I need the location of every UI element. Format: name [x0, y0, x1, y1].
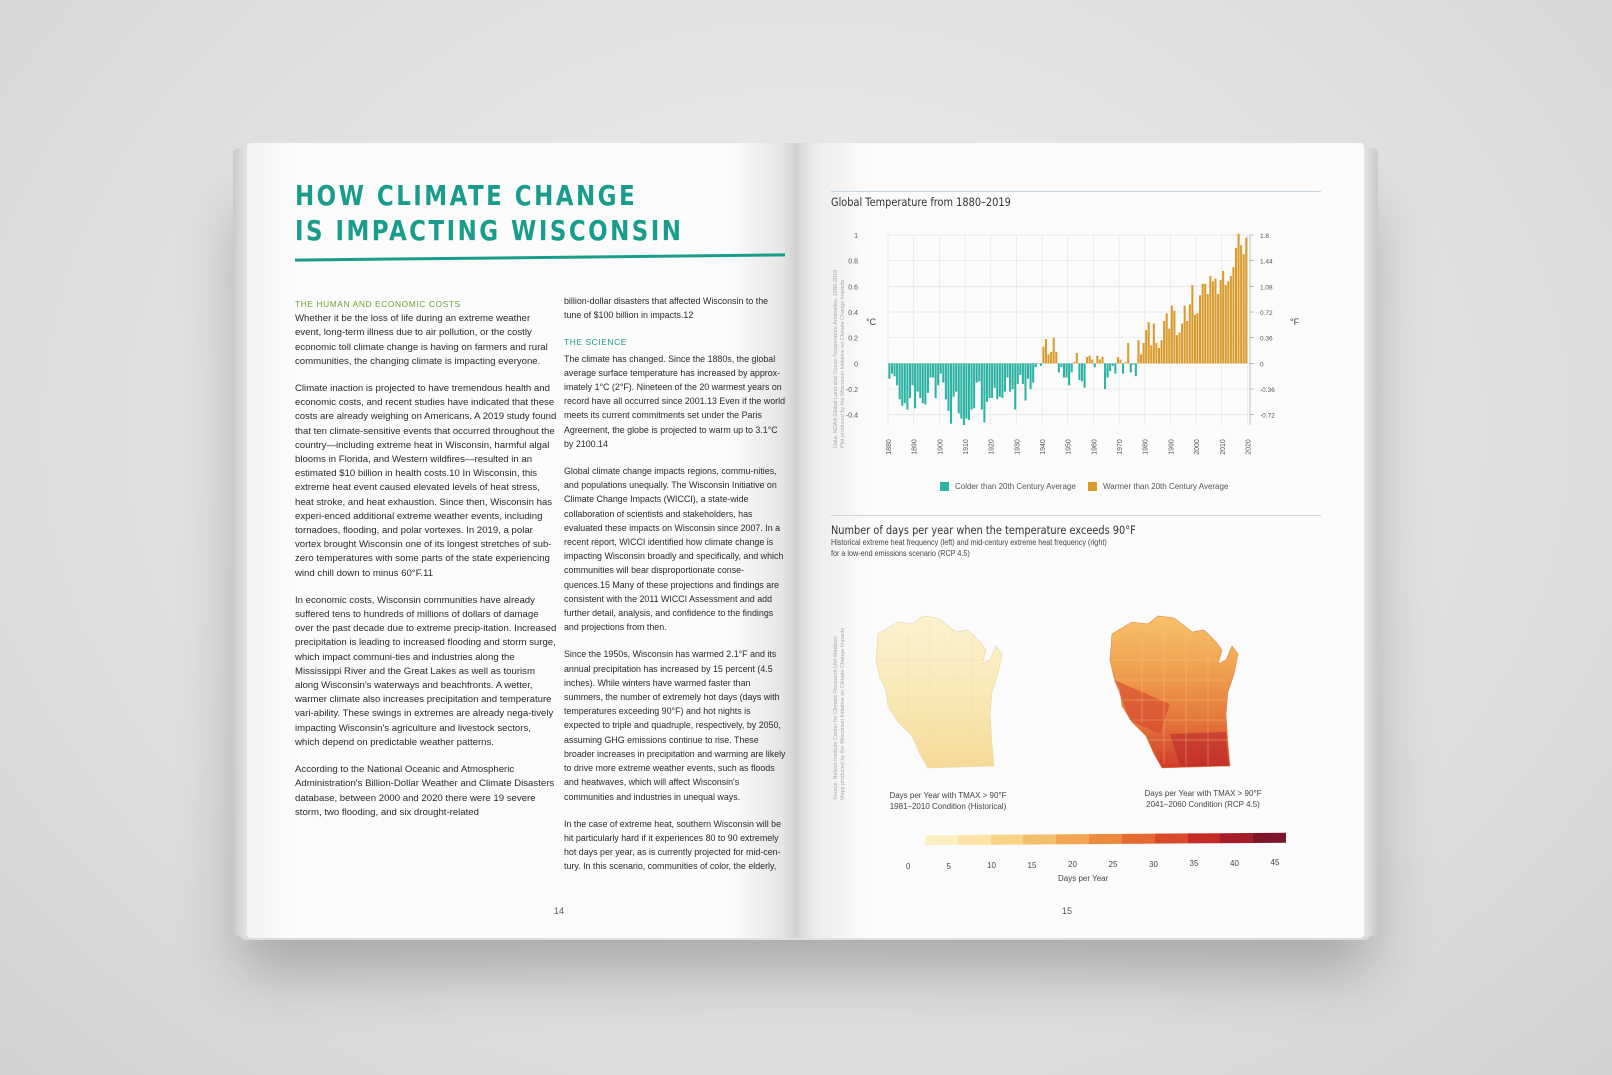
temperature-bar — [1163, 321, 1165, 363]
temperature-bar — [1135, 363, 1137, 376]
temperature-bar — [1173, 311, 1175, 364]
temperature-bar — [999, 363, 1001, 396]
temperature-bar — [1058, 363, 1060, 372]
color-scale-segment — [1122, 834, 1155, 844]
temperature-bar — [1035, 363, 1037, 367]
temperature-bar — [1094, 363, 1096, 367]
color-scale-segment — [925, 835, 958, 845]
temperature-bar — [935, 363, 937, 398]
temperature-bar — [1153, 324, 1155, 364]
temperature-bar — [945, 363, 947, 399]
temperature-bar — [1158, 348, 1160, 363]
color-scale-axis-label: Days per Year — [1058, 874, 1109, 883]
y-tick-label-left: 0 — [854, 361, 858, 369]
map-left-caption — [868, 790, 1028, 812]
temperature-bar — [1104, 363, 1106, 389]
temperature-bar — [1001, 363, 1003, 398]
temperature-bar — [894, 363, 896, 376]
y-tick-label-left: 0.8 — [848, 258, 858, 266]
temperature-bar — [1045, 339, 1047, 363]
temperature-bar — [1245, 238, 1247, 364]
legend-swatch-warm — [1088, 482, 1097, 491]
title-line-1: HOW CLIMATE CHANGE — [295, 179, 638, 212]
temperature-bar — [1132, 363, 1134, 364]
legend-warm-label: Warmer than 20th Century Average — [1103, 482, 1229, 491]
paragraph: The climate has changed. Since the 1880s, the global average surface temperature has increased by approx-imately 1°C (2°F). Nineteen of the 20 warmest years on record have all occurred since 2001.13 Even if the world meets its current commitments set under the Paris Agreement, the globe is projected to warm up to 3.1°C by 2100.14 — [564, 353, 786, 449]
temperature-bar — [1155, 343, 1157, 364]
temperature-bar — [1125, 362, 1127, 363]
temperature-bar — [1243, 254, 1245, 363]
temperature-bar — [1191, 285, 1193, 363]
paragraph: Since the 1950s, Wisconsin has warmed 2.1°F and its annual precipitation has increased by 15 percent (4.5 inches). While winters have warmed faster than summers, the number of extremely hot days (days with temperatures exceeding 90°F) and hot nights is expected to triple and quadruple, respectively, by 2050, assuming GHG emissions continue to rise. These broader increases in precipitation and warming are likely to drive more extreme weather events, such as floods and heatwaves, which will affect Wisconsin's communities and industries in unequal ways. — [564, 649, 786, 802]
map-top-rule — [831, 515, 1321, 516]
temperature-bar — [896, 363, 898, 385]
temperature-bar — [1199, 295, 1201, 363]
temperature-bar — [1122, 363, 1124, 373]
temperature-bar — [1238, 234, 1240, 364]
x-tick-label: 1990 — [1168, 439, 1176, 455]
paragraph: In economic costs, Wisconsin communities have already suffered tens to hundreds of millions of dollars of damage over the past decade due to extreme precip-itation. Increased precipitation is leading to increased flooding and storm surge, which impact communi-ties and industries along the Mississippi River and the Great Lakes as well as tourism along Wisconsin's waterways and beachfronts. A wetter, warmer climate also increases precipitation and temperature vari-ability. These swings in extremes are already nega-tively impacting Wisconsin's agriculture and livestock sectors, which depend on predictable weather patterns. — [295, 594, 557, 748]
temperature-bar — [996, 363, 998, 399]
color-scale-label: 0 — [906, 862, 911, 871]
legend-swatch-cold — [940, 482, 949, 491]
chart-title: Global Temperature from 1880–2019 — [831, 195, 1011, 209]
temperature-bar — [1225, 285, 1227, 363]
temperature-bar — [1204, 284, 1206, 364]
map-subtitle-1: Historical extreme heat frequency (left) and mid-century extreme heat frequency (right) — [831, 538, 1107, 547]
temperature-bar — [965, 363, 967, 418]
paragraph: In the case of extreme heat, southern Wisconsin will be hit particularly hard if it experiences 80 to 90 extremely hot days per year, as is currently projected for mid-cen-tury. In this scenario, communities of color, the elderly, — [564, 818, 782, 872]
color-scale-segment — [1056, 834, 1089, 844]
y-tick-label-right: -0.36 — [1260, 387, 1275, 395]
temperature-bar — [1184, 306, 1186, 364]
temperature-bar — [1112, 363, 1114, 366]
y-tick-label-left: -0.4 — [845, 412, 858, 420]
temperature-bar — [1004, 363, 1006, 391]
map-subtitle-2: for a low-end emissions scenario (RCP 4.5) — [831, 549, 970, 558]
temperature-bar — [1232, 267, 1234, 363]
y-tick-label-left: 0.4 — [848, 310, 858, 318]
temperature-bar — [1107, 363, 1109, 377]
temperature-bar — [1166, 313, 1168, 363]
color-scale-segment — [1187, 833, 1220, 843]
temperature-bar — [1181, 324, 1183, 364]
temperature-bar — [994, 363, 996, 387]
y-tick-label-left: 0.2 — [848, 335, 858, 343]
temperature-bar — [1145, 330, 1147, 363]
legend-cold — [940, 482, 1076, 491]
x-tick-label: 1950 — [1065, 439, 1073, 455]
legend-warm — [1088, 482, 1228, 491]
color-scale-label: 20 — [1068, 860, 1077, 870]
temperature-bar — [1235, 248, 1237, 364]
temperature-bar — [1017, 363, 1019, 384]
map-right-caption-line2: 2041–2060 Condition (RCP 4.5) — [1146, 800, 1260, 809]
temperature-bar — [1037, 363, 1039, 364]
temperature-bar — [914, 363, 916, 408]
temperature-bar — [1055, 352, 1057, 364]
paragraph: Whether it be the loss of life during an extreme weather event, long-term illness due to air pollution, or the costly economic toll climate change is having on farmers and rural communities, the changing climate is impacting everyone. — [295, 313, 548, 367]
map-source-note: Source: Nelson Institute Center for Climatic Research UW-Madison Maps produced by the Wisconsin Initiative on Climate Change Impacts — [833, 627, 846, 800]
temperature-bar — [1040, 363, 1042, 366]
temperature-bar — [1189, 304, 1191, 363]
temperature-bar — [991, 363, 993, 398]
temperature-bar — [891, 363, 893, 373]
y-axis-label-left: °C — [866, 316, 877, 327]
temperature-bar — [899, 363, 901, 399]
map-historical — [868, 594, 1018, 784]
temperature-bar — [1078, 363, 1080, 380]
temperature-bar — [1220, 280, 1222, 363]
paragraph: billion-dollar disasters that affected Wisconsin to the tune of $100 billion in impacts.12 — [564, 296, 769, 321]
temperature-bar — [1130, 363, 1132, 372]
color-scale-segment — [1023, 834, 1056, 844]
x-tick-label: 1930 — [1014, 439, 1022, 455]
temperature-bar — [932, 363, 934, 377]
temperature-bar — [1053, 338, 1055, 364]
temperature-bar — [1027, 363, 1029, 378]
temperature-bar — [1217, 294, 1219, 363]
x-tick-label: 1980 — [1142, 439, 1150, 455]
temperature-bar — [1019, 363, 1021, 375]
color-scale-label: 10 — [987, 861, 996, 871]
temperature-bar — [989, 363, 991, 398]
temperature-bar — [947, 363, 949, 411]
y-tick-label-right: 0 — [1260, 361, 1264, 369]
temperature-bar — [911, 363, 913, 385]
map-right-caption — [1118, 788, 1288, 810]
x-tick-label: 2000 — [1194, 439, 1202, 455]
temperature-bar — [1194, 315, 1196, 364]
temperature-bar — [1196, 313, 1198, 363]
temperature-bar — [1148, 322, 1150, 363]
x-tick-label: 1910 — [963, 439, 971, 455]
temperature-bar — [976, 363, 978, 382]
column-1 — [295, 297, 557, 833]
section-heading-costs: THE HUMAN AND ECONOMIC COSTS — [295, 299, 461, 309]
temperature-bar — [1119, 360, 1121, 364]
y-tick-label-right: 1.08 — [1260, 284, 1273, 292]
color-scale-label: 40 — [1230, 858, 1239, 868]
temperature-bar — [1073, 362, 1075, 363]
y-tick-label-right: 0.72 — [1260, 310, 1273, 318]
map-left-caption-line1: Days per Year with TMAX > 90°F — [889, 791, 1007, 800]
x-tick-label: 1880 — [886, 439, 893, 455]
temperature-bar — [1140, 354, 1142, 363]
temperature-bar — [981, 363, 983, 409]
color-scale-label: 35 — [1189, 859, 1199, 869]
map-left-caption-line2: 1981–2010 Condition (Historical) — [889, 802, 1007, 811]
x-tick-label: 1890 — [911, 439, 919, 455]
temperature-bar — [919, 363, 921, 398]
page-number-left: 14 — [554, 906, 565, 916]
temperature-bar — [1012, 363, 1014, 389]
temperature-bar — [1014, 363, 1016, 409]
temperature-bar — [968, 363, 970, 419]
temperature-bar — [888, 363, 890, 378]
paragraph: Global climate change impacts regions, commu-nities, and populations unequally. The Wisconsin Initiative on Climate Change Impacts (WICCI), a state-wide collaboration of scientists and stakeholders, has evaluated these impacts on Wisconsin since 2007. In a recent report, WICCI identified how climate change is impacting Wisconsin broadly and specifically, and which communities will bear disproportionate conse-quences.15 Many of these projections and findings are consistent with the 2011 WICCI Assessment and add further detail, analysis, and confidence to the findings and projections from then. — [564, 466, 784, 633]
temperature-bar — [958, 363, 960, 413]
chart-source-note: Data: NOAA Global Land and Ocean Temperature Anomalies, 1880-2019 Plot produced by the Wisconsin Initiative on Climate Change Impacts — [833, 269, 846, 448]
chart-top-rule — [831, 191, 1321, 192]
temperature-bar — [1127, 343, 1129, 364]
y-tick-label-right: -0.72 — [1260, 412, 1275, 420]
color-scale-label: 5 — [946, 861, 951, 871]
temperature-bar — [1068, 363, 1070, 385]
temperature-bar — [1091, 360, 1093, 364]
map-midcentury — [1100, 594, 1260, 784]
paragraph: Climate inaction is projected to have tremendous health and economic costs, and recent studies have indicated that these costs are already weighing on Americans. A 2019 study found that ten climate-sensitive events that occurred throughout the country—including extreme heat in Wisconsin, harmful algal blooms in Florida, and Western wildfires—resulted in an estimated $10 billion in health costs.10 In Wisconsin, this extreme heat event caused elevated levels of heat stress, heat stroke, and heat exhaustion. Since then, Wisconsin has experi-enced additional extreme weather events, including tornadoes, flooding, and polar vortexes. In 2019, a polar vortex brought Wisconsin one of its longest stretches of sub-zero temperatures with some parts of the state experiencing wind chill down to minus 60°F.11 — [295, 383, 557, 579]
color-scale-label: 30 — [1149, 859, 1158, 869]
temperature-bar — [906, 363, 908, 409]
column-2 — [564, 294, 786, 887]
temperature-bar — [960, 363, 962, 418]
map-title: Number of days per year when the temperature exceeds 90°F — [831, 523, 1136, 537]
temperature-bar — [1222, 271, 1224, 363]
y-tick-label-right: 1.44 — [1260, 258, 1273, 266]
temperature-bar — [955, 363, 957, 391]
temperature-bar — [1096, 356, 1098, 364]
temperature-bar-chart — [830, 220, 1300, 490]
y-tick-label-left: -0.2 — [845, 387, 858, 395]
color-scale-segment — [991, 835, 1024, 845]
temperature-bar — [986, 363, 988, 402]
temperature-bar — [917, 363, 919, 391]
temperature-bar — [1117, 357, 1119, 363]
page-title — [295, 178, 683, 248]
temperature-bar — [1009, 363, 1011, 391]
temperature-bar — [1202, 284, 1204, 364]
temperature-bar — [1212, 281, 1214, 363]
temperature-bar — [971, 363, 973, 409]
temperature-bar — [929, 363, 931, 377]
temperature-bar — [1030, 363, 1032, 389]
temperature-bar — [927, 363, 929, 393]
section-heading-science: THE SCIENCE — [564, 337, 627, 348]
y-tick-label-left: 0.6 — [848, 284, 858, 292]
temperature-bar — [909, 363, 911, 398]
temperature-bar — [1207, 294, 1209, 363]
x-tick-label: 1940 — [1040, 439, 1048, 455]
x-tick-label: 1970 — [1117, 439, 1125, 455]
color-scale-label: 15 — [1027, 860, 1037, 870]
temperature-bar — [1006, 363, 1008, 377]
temperature-bar — [1143, 343, 1145, 364]
temperature-bar — [1101, 357, 1103, 363]
color-scale-segment — [1155, 833, 1188, 843]
x-tick-label: 1920 — [988, 439, 996, 455]
paragraph: According to the National Oceanic and Atmospheric Administration's Billion-Dollar Weather and Climate Disasters database, between 2000 and 2020 there were 19 severe storm, two flooding, and six drought-related — [295, 764, 555, 818]
y-tick-label-right: 0.36 — [1260, 335, 1273, 343]
y-tick-label-left: 1 — [854, 233, 858, 240]
temperature-bar — [1137, 340, 1139, 363]
temperature-bar — [1186, 321, 1188, 363]
temperature-bar — [1076, 353, 1078, 363]
temperature-bar — [963, 363, 965, 425]
temperature-bar — [1086, 357, 1088, 363]
temperature-bar — [1150, 345, 1152, 363]
temperature-bar — [1168, 329, 1170, 364]
temperature-bar — [1161, 340, 1163, 363]
temperature-bar — [1048, 354, 1050, 363]
color-scale-segment — [1089, 834, 1122, 844]
temperature-bar — [1227, 281, 1229, 363]
temperature-bar — [1066, 363, 1068, 377]
temperature-bar — [1176, 335, 1178, 363]
temperature-bar — [1171, 306, 1173, 364]
temperature-bar — [1084, 363, 1086, 387]
temperature-bar — [1099, 360, 1101, 364]
wisconsin-shape-historical — [876, 616, 1002, 768]
temperature-bar — [1060, 363, 1062, 367]
temperature-bar — [1214, 279, 1216, 364]
temperature-bar — [901, 363, 903, 405]
temperature-bar — [1042, 347, 1044, 364]
temperature-bar — [1114, 363, 1116, 373]
map-right-caption-line1: Days per Year with TMAX > 90°F — [1144, 789, 1262, 798]
temperature-bar — [1230, 276, 1232, 363]
temperature-bar — [1081, 363, 1083, 381]
temperature-bar — [983, 363, 985, 422]
color-scale-label: 25 — [1108, 860, 1118, 869]
temperature-bar — [940, 363, 942, 373]
temperature-bar — [924, 363, 926, 404]
temperature-bar — [1063, 363, 1065, 377]
legend-cold-label: Colder than 20th Century Average — [955, 482, 1076, 491]
temperature-bar — [1050, 352, 1052, 364]
temperature-bar — [1032, 363, 1034, 382]
book-edge-right — [1362, 148, 1378, 936]
temperature-bar — [1024, 363, 1026, 400]
color-scale-segment — [1253, 833, 1286, 843]
temperature-bar — [904, 363, 906, 403]
temperature-bar — [973, 363, 975, 408]
x-tick-label: 1900 — [937, 439, 945, 455]
temperature-bar — [1022, 363, 1024, 384]
temperature-bar — [922, 363, 924, 403]
title-line-2: IS IMPACTING WISCONSIN — [295, 214, 684, 247]
x-tick-label: 1960 — [1091, 439, 1099, 455]
temperature-bar — [1240, 245, 1242, 363]
temperature-bar — [1109, 363, 1111, 371]
temperature-bar — [1071, 363, 1073, 372]
y-axis-label-right: °F — [1290, 316, 1300, 327]
temperature-bar — [953, 363, 955, 396]
temperature-bar — [1209, 276, 1211, 363]
x-tick-label: 2020 — [1245, 439, 1253, 455]
temperature-bar — [942, 363, 944, 382]
temperature-bar — [937, 363, 939, 385]
temperature-bar — [1178, 333, 1180, 364]
y-tick-label-right: 1.8 — [1260, 233, 1270, 240]
temperature-bar — [1089, 356, 1091, 364]
temperature-bar — [950, 363, 952, 423]
x-tick-label: 2010 — [1219, 439, 1227, 455]
temperature-bar — [978, 363, 980, 381]
color-scale-segment — [1220, 833, 1253, 843]
color-scale-label: 45 — [1270, 858, 1280, 868]
page-number-right: 15 — [1062, 906, 1073, 916]
color-scale-segment — [958, 835, 991, 845]
